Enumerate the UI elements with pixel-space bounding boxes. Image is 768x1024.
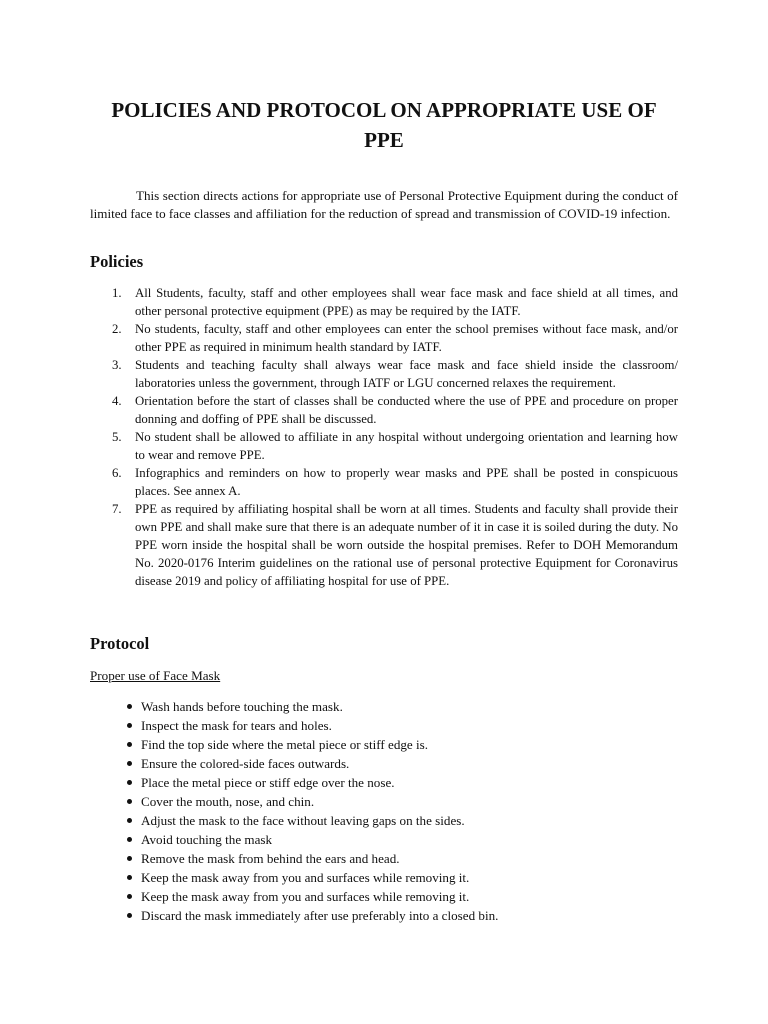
policy-text: All Students, faculty, staff and other employees shall wear face mask and face shield at all times, and other personal protective equipment (PPE) as may be required by the IATF.: [135, 286, 678, 318]
policy-item: [90, 464, 678, 500]
list-item-text: Ensure the colored-side faces outwards.: [141, 756, 350, 771]
bullet-icon: [127, 894, 132, 899]
bullet-icon: [127, 799, 132, 804]
page-title: POLICIES AND PROTOCOL ON APPROPRIATE USE OF PPE: [111, 98, 657, 152]
policy-text: No student shall be allowed to affiliate in any hospital without undergoing orientation and learning how to wear and remove PPE.: [135, 430, 678, 462]
policy-text: No students, faculty, staff and other employees can enter the school premises without face mask, and/or other PPE as required in minimum health standard by IATF.: [135, 322, 678, 354]
policy-item: [90, 428, 678, 464]
bullet-icon: [127, 856, 132, 861]
protocol-heading: Protocol: [90, 634, 150, 653]
list-item-text: Keep the mask away from you and surfaces while removing it.: [141, 870, 470, 885]
policy-text: Students and teaching faculty shall always wear face mask and face shield inside the classroom/ laboratories unless the government, through IATF or LGU concerned relaxes the requirement.: [135, 358, 678, 390]
policy-text: Orientation before the start of classes shall be conducted where the use of PPE and procedure on proper donning and doffing of PPE shall be discussed.: [135, 394, 678, 426]
list-item: [90, 754, 678, 773]
policy-item: [90, 320, 678, 356]
list-item: [90, 792, 678, 811]
bullet-icon: [127, 837, 132, 842]
policy-text: PPE as required by affiliating hospital shall be worn at all times. Students and faculty shall provide their own PPE and shall make sure that there is an adequate number of it in case it is soiled during the duty. No PPE worn inside the hospital shall be worn outside the hospital premises. Refer to DOH Memorandum No. 2020-0176 Interim guidelines on the rational use of personal protective Equipment for Coronavirus disease 2019 and policy of affiliating hospital for use of PPE.: [135, 502, 678, 588]
bullet-icon: [127, 913, 132, 918]
policy-number: 1.: [112, 286, 122, 300]
bullet-icon: [127, 780, 132, 785]
protocol-subheading: Proper use of Face Mask: [90, 668, 221, 683]
list-item: [90, 697, 678, 716]
policy-item: [90, 284, 678, 320]
bullet-icon: [127, 818, 132, 823]
bullet-icon: [127, 704, 132, 709]
list-item: [90, 735, 678, 754]
list-item-text: Place the metal piece or stiff edge over the nose.: [141, 775, 395, 790]
intro-paragraph: This section directs actions for appropriate use of Personal Protective Equipment during the conduct of limited face to face classes and affiliation for the reduction of spread and transmission of COVID-19 infection.: [90, 188, 678, 221]
list-item-text: Inspect the mask for tears and holes.: [141, 718, 332, 733]
list-item-text: Find the top side where the metal piece or stiff edge is.: [141, 737, 429, 752]
protocol-list: [90, 697, 678, 925]
list-item: [90, 811, 678, 830]
list-item-text: Adjust the mask to the face without leaving gaps on the sides.: [141, 813, 465, 828]
list-item: [90, 906, 678, 925]
policy-number: 5.: [112, 430, 122, 444]
bullet-icon: [127, 723, 132, 728]
list-item: [90, 773, 678, 792]
list-item-text: Wash hands before touching the mask.: [141, 699, 343, 714]
policy-item: [90, 392, 678, 428]
bullet-icon: [127, 742, 132, 747]
list-item-text: Discard the mask immediately after use preferably into a closed bin.: [141, 908, 499, 923]
policies-list: [90, 284, 678, 590]
list-item: [90, 887, 678, 906]
bullet-icon: [127, 761, 132, 766]
policies-heading: Policies: [90, 252, 144, 271]
list-item-text: Keep the mask away from you and surfaces while removing it.: [141, 889, 470, 904]
list-item: [90, 830, 678, 849]
policy-number: 7.: [112, 502, 122, 516]
list-item: [90, 868, 678, 887]
list-item-text: Remove the mask from behind the ears and head.: [141, 851, 400, 866]
policy-text: Infographics and reminders on how to properly wear masks and PPE shall be posted in conspicuous places. See annex A.: [135, 466, 678, 498]
policy-number: 6.: [112, 466, 122, 480]
list-item-text: Cover the mouth, nose, and chin.: [141, 794, 315, 809]
list-item: [90, 716, 678, 735]
list-item-text: Avoid touching the mask: [141, 832, 273, 847]
policy-number: 4.: [112, 394, 122, 408]
policy-number: 3.: [112, 358, 122, 372]
policy-item: [90, 356, 678, 392]
policy-item: [90, 500, 678, 590]
bullet-icon: [127, 875, 132, 880]
list-item: [90, 849, 678, 868]
policy-number: 2.: [112, 322, 122, 336]
